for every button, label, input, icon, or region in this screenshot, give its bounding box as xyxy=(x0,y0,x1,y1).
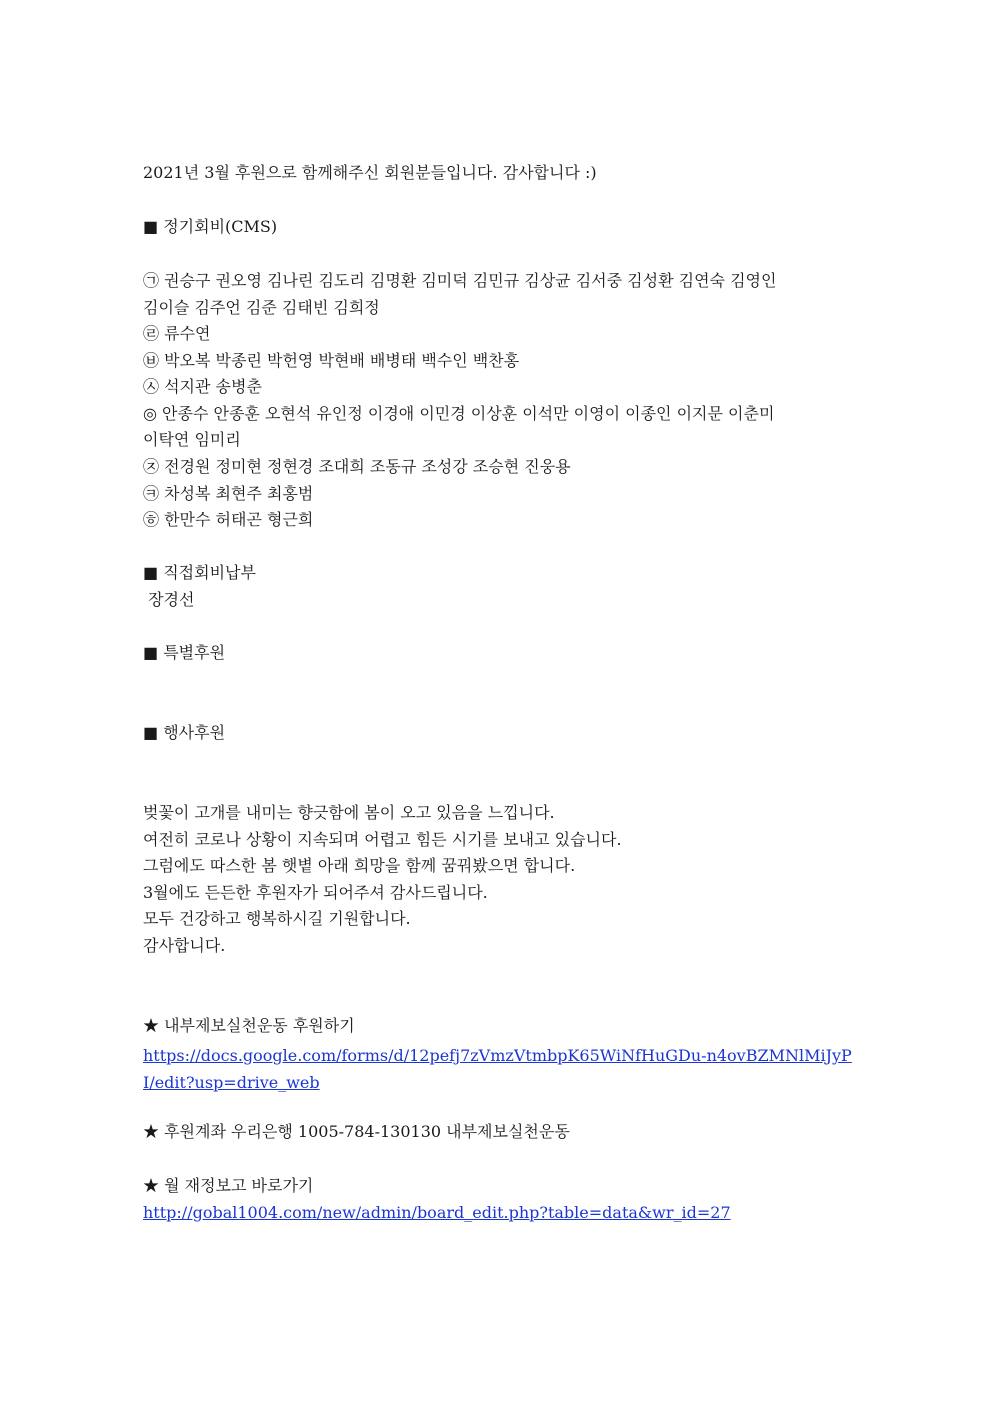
member-line: ㉥ 박오복 박종린 박헌영 박현배 배병태 백수인 백찬홍 xyxy=(143,351,520,370)
direct-heading: ■ 직접회비납부 xyxy=(143,563,256,582)
message-line: 그럼에도 따스한 봄 햇볕 아래 희망을 함께 꿈꿔봤으면 합니다. xyxy=(143,856,576,875)
event-heading: ■ 행사후원 xyxy=(143,723,226,742)
member-line: 이탁연 임미리 xyxy=(143,430,241,449)
member-line: ㉭ 한만수 허태곤 형근희 xyxy=(143,510,314,529)
message-line: 모두 건강하고 행복하시길 기원합니다. xyxy=(143,909,411,928)
support-link-block xyxy=(143,1042,855,1096)
member-line: ㉣ 류수연 xyxy=(143,324,211,343)
special-heading: ■ 특별후원 xyxy=(143,643,226,662)
message-line: 벚꽃이 고개를 내미는 향긋함에 봄이 오고 있음을 느낍니다. xyxy=(143,803,555,822)
message-line: 3월에도 든든한 후원자가 되어주셔 감사드립니다. xyxy=(143,883,488,902)
member-line: ◎ 안종수 안종훈 오현석 유인정 이경애 이민경 이상훈 이석만 이영이 이종인 이지문 이춘미 xyxy=(143,404,775,423)
finance-report-link[interactable]: http://gobal1004.com/new/admin/board_edit.php?table=data&wr_id=27 xyxy=(143,1203,731,1222)
account-info: ★ 후원계좌 우리은행 1005-784-130130 내부제보실천운동 xyxy=(143,1122,570,1141)
member-line: 김이슬 김주언 김준 김태빈 김희정 xyxy=(143,298,380,317)
member-line: ㉠ 권승구 권오영 김나린 김도리 김명환 김미덕 김민규 김상균 김서중 김성환 김연숙 김영인 xyxy=(143,271,777,290)
member-line: ㉪ 차성복 최현주 최홍범 xyxy=(143,484,314,503)
report-link-block xyxy=(143,1202,863,1224)
support-heading: ★ 내부제보실천운동 후원하기 xyxy=(143,1016,355,1035)
member-line: ㉨ 전경원 정미현 정현경 조대희 조동규 조성강 조승현 진웅용 xyxy=(143,457,571,476)
support-form-link[interactable]: https://docs.google.com/forms/d/12pefj7zVmzVtmbpK65WiNfHuGDu-n4ovBZMNlMiJyPI/edit?usp=drive_web xyxy=(143,1046,852,1092)
message-line: 여전히 코로나 상황이 지속되며 어렵고 힘든 시기를 보내고 있습니다. xyxy=(143,830,622,849)
report-heading: ★ 월 재정보고 바로가기 xyxy=(143,1176,314,1195)
message-line: 감사합니다. xyxy=(143,936,226,955)
intro-text: 2021년 3월 후원으로 함께해주신 회원분들입니다. 감사합니다 :) xyxy=(143,163,597,182)
direct-member: 장경선 xyxy=(143,590,195,609)
member-line: ㉦ 석지관 송병춘 xyxy=(143,377,262,396)
cms-heading: ■ 정기회비(CMS) xyxy=(143,217,278,236)
